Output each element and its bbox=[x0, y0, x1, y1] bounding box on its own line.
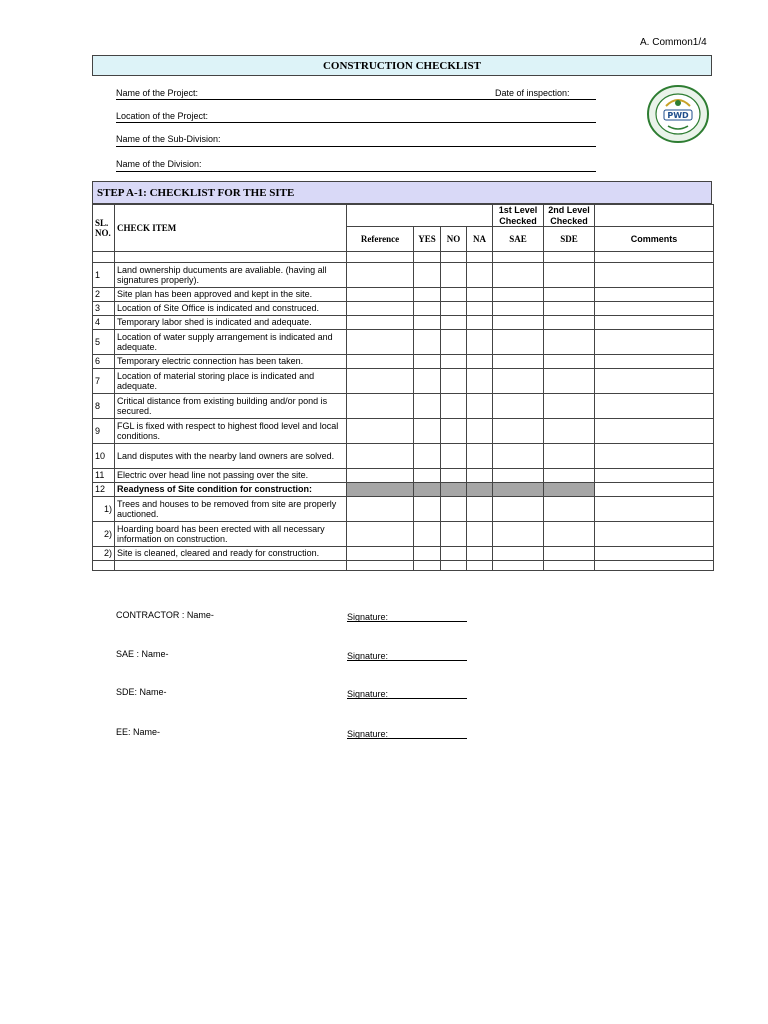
check-item: Location of water supply arrangement is indicated and adequate. bbox=[115, 330, 347, 355]
reference-cell[interactable] bbox=[347, 355, 414, 369]
comments-cell[interactable] bbox=[595, 355, 714, 369]
comments-cell[interactable] bbox=[595, 547, 714, 561]
row-number: 12 bbox=[93, 483, 115, 497]
reference-cell[interactable] bbox=[347, 316, 414, 330]
project-name-label: Name of the Project: bbox=[116, 88, 199, 98]
na-header: NA bbox=[467, 227, 493, 252]
no-cell[interactable] bbox=[441, 483, 467, 497]
na-cell[interactable] bbox=[467, 522, 493, 547]
table-row bbox=[93, 330, 714, 355]
row-number: 1) bbox=[93, 497, 115, 522]
na-cell[interactable] bbox=[467, 547, 493, 561]
reference-cell[interactable] bbox=[347, 288, 414, 302]
na-cell[interactable] bbox=[467, 288, 493, 302]
yes-header: YES bbox=[414, 227, 441, 252]
sae-cell[interactable] bbox=[493, 394, 544, 419]
signature-line[interactable] bbox=[347, 621, 467, 622]
na-cell[interactable] bbox=[467, 483, 493, 497]
sl-no-header: SL. NO. bbox=[93, 205, 115, 252]
no-cell[interactable] bbox=[441, 444, 467, 469]
no-cell[interactable] bbox=[441, 330, 467, 355]
row-number: 4 bbox=[93, 316, 115, 330]
row-number: 2) bbox=[93, 547, 115, 561]
comments-cell[interactable] bbox=[595, 369, 714, 394]
comments-cell[interactable] bbox=[595, 288, 714, 302]
sde-cell[interactable] bbox=[544, 547, 595, 561]
signatory-name-label: SAE : Name- bbox=[116, 649, 169, 659]
table-row bbox=[93, 547, 714, 561]
comments-cell[interactable] bbox=[595, 469, 714, 483]
check-item: Land disputes with the nearby land owners are solved. bbox=[115, 444, 347, 469]
signature-label: Signature: bbox=[347, 651, 389, 661]
no-cell[interactable] bbox=[441, 419, 467, 444]
second-level-header: 2nd Level Checked bbox=[544, 205, 595, 227]
sde-cell[interactable] bbox=[544, 444, 595, 469]
check-item: Trees and houses to be removed from site are properly auctioned. bbox=[115, 497, 347, 522]
na-cell[interactable] bbox=[467, 419, 493, 444]
yes-cell[interactable] bbox=[414, 547, 441, 561]
no-cell[interactable] bbox=[441, 469, 467, 483]
no-header: NO bbox=[441, 227, 467, 252]
na-cell[interactable] bbox=[467, 302, 493, 316]
reference-cell[interactable] bbox=[347, 394, 414, 419]
comments-cell[interactable] bbox=[595, 263, 714, 288]
check-item: Site plan has been approved and kept in the site. bbox=[115, 288, 347, 302]
row-number: 3 bbox=[93, 302, 115, 316]
table-row bbox=[93, 497, 714, 522]
comments-cell[interactable] bbox=[595, 497, 714, 522]
row-number: 1 bbox=[93, 263, 115, 288]
check-item: Location of Site Office is indicated and construced. bbox=[115, 302, 347, 316]
sde-cell[interactable] bbox=[544, 263, 595, 288]
table-row bbox=[93, 316, 714, 330]
page-title: CONSTRUCTION CHECKLIST bbox=[92, 55, 712, 76]
na-cell[interactable] bbox=[467, 330, 493, 355]
sde-cell[interactable] bbox=[544, 302, 595, 316]
yes-cell[interactable] bbox=[414, 316, 441, 330]
check-item: Location of material storing place is indicated and adequate. bbox=[115, 369, 347, 394]
sde-cell[interactable] bbox=[544, 497, 595, 522]
sde-cell[interactable] bbox=[544, 483, 595, 497]
yes-cell[interactable] bbox=[414, 369, 441, 394]
sde-cell[interactable] bbox=[544, 288, 595, 302]
yes-cell[interactable] bbox=[414, 355, 441, 369]
comments-cell[interactable] bbox=[595, 419, 714, 444]
signatory-name-label: EE: Name- bbox=[116, 727, 161, 737]
date-of-inspection-label: Date of inspection: bbox=[495, 88, 570, 98]
check-item: Temporary electric connection has been taken. bbox=[115, 355, 347, 369]
sde-cell[interactable] bbox=[544, 419, 595, 444]
sde-cell[interactable] bbox=[544, 522, 595, 547]
sae-cell[interactable] bbox=[493, 444, 544, 469]
comments-cell[interactable] bbox=[595, 394, 714, 419]
check-item: FGL is fixed with respect to highest flood level and local conditions. bbox=[115, 419, 347, 444]
no-cell[interactable] bbox=[441, 288, 467, 302]
section-row bbox=[93, 483, 714, 497]
yes-cell[interactable] bbox=[414, 483, 441, 497]
first-level-header: 1st Level Checked bbox=[493, 205, 544, 227]
sde-cell[interactable] bbox=[544, 330, 595, 355]
na-cell[interactable] bbox=[467, 394, 493, 419]
step-title: STEP A-1: CHECKLIST FOR THE SITE bbox=[92, 181, 712, 204]
sae-cell[interactable] bbox=[493, 288, 544, 302]
comments-cell[interactable] bbox=[595, 483, 714, 497]
comments-cell[interactable] bbox=[595, 316, 714, 330]
pwd-seal-icon bbox=[646, 84, 710, 144]
comments-cell[interactable] bbox=[595, 330, 714, 355]
signature-line[interactable] bbox=[347, 698, 467, 699]
reference-cell[interactable] bbox=[347, 522, 414, 547]
na-cell[interactable] bbox=[467, 355, 493, 369]
logo-text: PWD bbox=[667, 111, 689, 120]
sae-header: SAE bbox=[493, 227, 544, 252]
section-title: Readyness of Site condition for construction: bbox=[115, 483, 347, 497]
row-number: 9 bbox=[93, 419, 115, 444]
reference-cell[interactable] bbox=[347, 302, 414, 316]
signature-label: Signature: bbox=[347, 612, 389, 622]
table-row bbox=[93, 469, 714, 483]
sae-cell[interactable] bbox=[493, 522, 544, 547]
na-cell[interactable] bbox=[467, 469, 493, 483]
reference-cell[interactable] bbox=[347, 419, 414, 444]
reference-cell[interactable] bbox=[347, 369, 414, 394]
row-number: 6 bbox=[93, 355, 115, 369]
sde-cell[interactable] bbox=[544, 394, 595, 419]
na-cell[interactable] bbox=[467, 444, 493, 469]
yes-cell[interactable] bbox=[414, 419, 441, 444]
sae-cell[interactable] bbox=[493, 369, 544, 394]
reference-cell[interactable] bbox=[347, 483, 414, 497]
no-cell[interactable] bbox=[441, 522, 467, 547]
no-cell[interactable] bbox=[441, 263, 467, 288]
row-number: 11 bbox=[93, 469, 115, 483]
table-row bbox=[93, 288, 714, 302]
yes-cell[interactable] bbox=[414, 288, 441, 302]
reference-cell[interactable] bbox=[347, 263, 414, 288]
no-cell[interactable] bbox=[441, 369, 467, 394]
no-cell[interactable] bbox=[441, 355, 467, 369]
sae-cell[interactable] bbox=[493, 419, 544, 444]
reference-cell[interactable] bbox=[347, 469, 414, 483]
check-item: Critical distance from existing building and/or pond is secured. bbox=[115, 394, 347, 419]
sae-cell[interactable] bbox=[493, 547, 544, 561]
check-item: Land ownership ducuments are avaliable. (having all signatures properly). bbox=[115, 263, 347, 288]
check-item-header: CHECK ITEM bbox=[115, 205, 347, 252]
na-cell[interactable] bbox=[467, 316, 493, 330]
sae-cell[interactable] bbox=[493, 483, 544, 497]
na-cell[interactable] bbox=[467, 497, 493, 522]
sae-cell[interactable] bbox=[493, 316, 544, 330]
sde-header: SDE bbox=[544, 227, 595, 252]
comments-cell[interactable] bbox=[595, 302, 714, 316]
sae-cell[interactable] bbox=[493, 469, 544, 483]
row-number: 7 bbox=[93, 369, 115, 394]
sde-cell[interactable] bbox=[544, 355, 595, 369]
division-label: Name of the Division: bbox=[116, 159, 202, 169]
signature-line[interactable] bbox=[347, 660, 467, 661]
yes-cell[interactable] bbox=[414, 263, 441, 288]
table-row bbox=[93, 522, 714, 547]
sae-cell[interactable] bbox=[493, 302, 544, 316]
no-cell[interactable] bbox=[441, 497, 467, 522]
row-number: 2) bbox=[93, 522, 115, 547]
na-cell[interactable] bbox=[467, 263, 493, 288]
row-number: 2 bbox=[93, 288, 115, 302]
table-row bbox=[93, 394, 714, 419]
spacer-row bbox=[93, 561, 714, 571]
comments-cell[interactable] bbox=[595, 522, 714, 547]
reference-cell[interactable] bbox=[347, 444, 414, 469]
table-row bbox=[93, 419, 714, 444]
signatory-name-label: SDE: Name- bbox=[116, 687, 167, 697]
signature-line[interactable] bbox=[347, 738, 467, 739]
no-cell[interactable] bbox=[441, 302, 467, 316]
signature-label: Signature: bbox=[347, 729, 389, 739]
checklist-table bbox=[92, 204, 714, 571]
check-item: Electric over head line not passing over the site. bbox=[115, 469, 347, 483]
table-row bbox=[93, 355, 714, 369]
no-cell[interactable] bbox=[441, 316, 467, 330]
na-cell[interactable] bbox=[467, 369, 493, 394]
table-row bbox=[93, 369, 714, 394]
sae-cell[interactable] bbox=[493, 355, 544, 369]
reference-cell[interactable] bbox=[347, 547, 414, 561]
page-reference: A. Common1/4 bbox=[640, 37, 707, 48]
no-cell[interactable] bbox=[441, 394, 467, 419]
yes-cell[interactable] bbox=[414, 330, 441, 355]
yes-cell[interactable] bbox=[414, 469, 441, 483]
yes-cell[interactable] bbox=[414, 497, 441, 522]
no-cell[interactable] bbox=[441, 547, 467, 561]
spacer-row bbox=[93, 252, 714, 263]
check-item: Hoarding board has been erected with all necessary information on construction. bbox=[115, 522, 347, 547]
reference-cell[interactable] bbox=[347, 497, 414, 522]
sde-cell[interactable] bbox=[544, 316, 595, 330]
yes-cell[interactable] bbox=[414, 302, 441, 316]
row-number: 10 bbox=[93, 444, 115, 469]
table-row bbox=[93, 444, 714, 469]
sae-cell[interactable] bbox=[493, 330, 544, 355]
sae-cell[interactable] bbox=[493, 497, 544, 522]
yes-cell[interactable] bbox=[414, 394, 441, 419]
location-label: Location of the Project: bbox=[116, 111, 209, 121]
project-name-line[interactable] bbox=[116, 99, 596, 100]
location-line[interactable] bbox=[116, 122, 596, 123]
row-number: 5 bbox=[93, 330, 115, 355]
table-row bbox=[93, 263, 714, 288]
sub-division-line[interactable] bbox=[116, 146, 596, 147]
row-number: 8 bbox=[93, 394, 115, 419]
yes-cell[interactable] bbox=[414, 522, 441, 547]
signatory-name-label: CONTRACTOR : Name- bbox=[116, 610, 214, 620]
yes-cell[interactable] bbox=[414, 444, 441, 469]
sde-cell[interactable] bbox=[544, 469, 595, 483]
sde-cell[interactable] bbox=[544, 369, 595, 394]
check-item: Temporary labor shed is indicated and adequate. bbox=[115, 316, 347, 330]
reference-cell[interactable] bbox=[347, 330, 414, 355]
signature-label: Signature: bbox=[347, 689, 389, 699]
sub-division-label: Name of the Sub-Division: bbox=[116, 134, 221, 144]
reference-header: Reference bbox=[347, 227, 414, 252]
sae-cell[interactable] bbox=[493, 263, 544, 288]
comments-cell[interactable] bbox=[595, 444, 714, 469]
comments-header: Comments bbox=[595, 227, 714, 252]
check-item: Site is cleaned, cleared and ready for construction. bbox=[115, 547, 347, 561]
division-line[interactable] bbox=[116, 171, 596, 172]
table-row bbox=[93, 302, 714, 316]
